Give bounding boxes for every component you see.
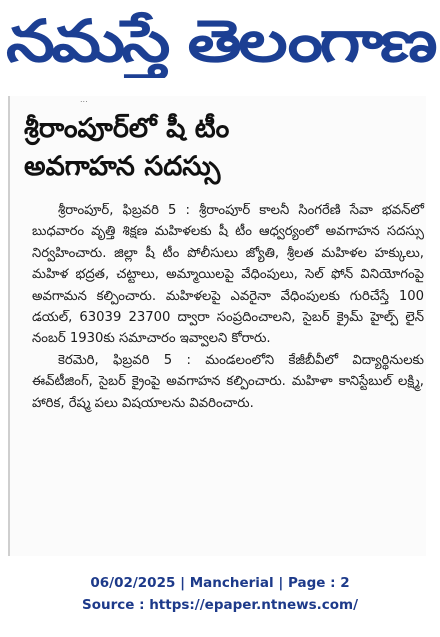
article-paragraph-1: శ్రీరాంపూర్, ఫిబ్రవరి 5 : శ్రీరాంపూర్ కాలనీ సింగరేణి సేవా భవన్‌లో బుధవారం వృత్తి శిక్షణ మహిళలకు షీ టీం ఆధ్వర్యంలో అవగాహన సదస్సు నిర్వహించారు. జిల్లా షీ టీం పోలీసులు జ్యోతి, శ్రీలత మహిళల హక్కులు, మహిళ భద్రత, చట్టాలు, అమ్మాయిలపై వేధింపులు, సెల్ ఫోన్ వినియోగంపై అవగామన కల్పించారు. మహిళలపై ఎవరైనా వేధింపులకు గురిచేస్తే 100 డయల్, 63039 23700 ద్వారా సంప్రదించాలని, సైబర్ క్రైమ్ హైల్ప్ లైన్ నంబర్ 1930కు సమాచారం ఇవ్వాలని కోరారు. (32, 203, 424, 347)
page-footer (0, 572, 440, 616)
headline-line-2: అవగాహన సదస్సు (24, 151, 221, 182)
masthead-logo: నమస్తే తెలంగాణ (6, 7, 434, 75)
article-body (32, 200, 424, 414)
footer-source-link[interactable]: Source : https://epaper.ntnews.com/ (81, 597, 359, 613)
news-clipping (8, 96, 426, 556)
clip-top-fragment: ... (80, 96, 88, 104)
headline-line-1: శ్రీరాంపూర్‌లో షీ టీం (24, 113, 230, 144)
article-paragraph-2: కెరమెరి, ఫిబ్రవరి 5 : మండలంలోని కేజీబీవీలో విద్యార్థినులకు ఈవ్‌టీజింగ్, సైబర్ క్రైంపై అవగాహన కల్పించారు. మహిళా కానిస్టేబుల్ లక్ష్మి, హారిక, రేష్మ పలు విషయాలను వివరించారు. (32, 352, 424, 411)
article-headline (24, 110, 424, 186)
footer-edition-info: 06/02/2025 | Mancherial | Page : 2 (90, 575, 350, 591)
